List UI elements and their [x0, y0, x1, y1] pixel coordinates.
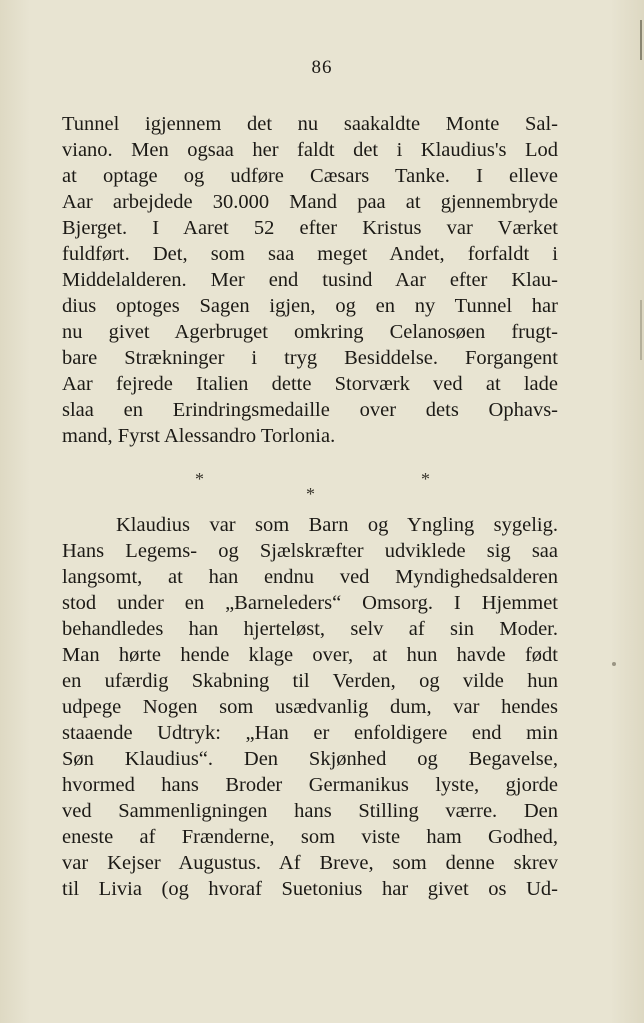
text-line: en ufærdig Skabning til Verden, og vilde hun	[62, 670, 558, 692]
separator-star-left: *	[195, 469, 204, 489]
text-line: mand, Fyrst Alessandro Torlonia.	[62, 425, 336, 447]
page-number: 86	[311, 57, 333, 78]
text-line: Klaudius var som Barn og Yngling sygelig.	[116, 514, 558, 536]
text-line: at optage og udføre Cæsars Tanke. I elleve	[62, 165, 558, 187]
text-line: eneste af Frænderne, som viste ham Godhed,	[62, 826, 558, 848]
text-line: Tunnel igjennem det nu saakaldte Monte Sal-	[62, 113, 558, 135]
text-line: stod under en „Barneleders“ Omsorg. I Hjemmet	[62, 592, 558, 614]
text-line: hvormed hans Broder Germanikus lyste, gjorde	[62, 774, 558, 796]
separator-star-center: *	[306, 484, 315, 504]
text-line: Middelalderen. Mer end tusind Aar efter Klau-	[62, 269, 558, 291]
text-line: slaa en Erindringsmedaille over dets Ophavs-	[62, 399, 558, 421]
text-line: dius optoges Sagen igjen, og en ny Tunnel har	[62, 295, 558, 317]
text-line: Hans Legems- og Sjælskræfter udviklede sig saa	[62, 540, 558, 562]
text-line: Søn Klaudius“. Den Skjønhed og Begavelse,	[62, 748, 558, 770]
text-line: behandledes han hjerteløst, selv af sin Moder.	[62, 618, 558, 640]
text-line: ved Sammenligningen hans Stilling værre. Den	[62, 800, 558, 822]
text-line: nu givet Agerbruget omkring Celanosøen frugt-	[62, 321, 558, 343]
text-line: Bjerget. I Aaret 52 efter Kristus var Værket	[62, 217, 558, 239]
page-edge-mark	[640, 300, 642, 360]
text-line: Aar arbejdede 30.000 Mand paa at gjennembryde	[62, 191, 558, 213]
text-line: var Kejser Augustus. Af Breve, som denne skrev	[62, 852, 558, 874]
text-line: Man hørte hende klage over, at hun havde født	[62, 644, 558, 666]
text-line: udpege Nogen som usædvanlig dum, var hendes	[62, 696, 558, 718]
page-edge-mark	[640, 20, 642, 60]
text-line: staaende Udtryk: „Han er enfoldigere end min	[62, 722, 558, 744]
text-line: fuldført. Det, som saa meget Andet, forfaldt i	[62, 243, 558, 265]
text-line: viano. Men ogsaa her faldt det i Klaudius's Lod	[62, 139, 558, 161]
separator-star-right: *	[421, 469, 430, 489]
text-line: langsomt, at han endnu ved Myndighedsalderen	[62, 566, 558, 588]
text-line: til Livia (og hvoraf Suetonius har givet os Ud-	[62, 878, 558, 900]
text-line: Aar fejrede Italien dette Storværk ved at lade	[62, 373, 558, 395]
text-line: bare Strækninger i tryg Besiddelse. Forgangent	[62, 347, 558, 369]
paper-speck	[612, 662, 616, 666]
